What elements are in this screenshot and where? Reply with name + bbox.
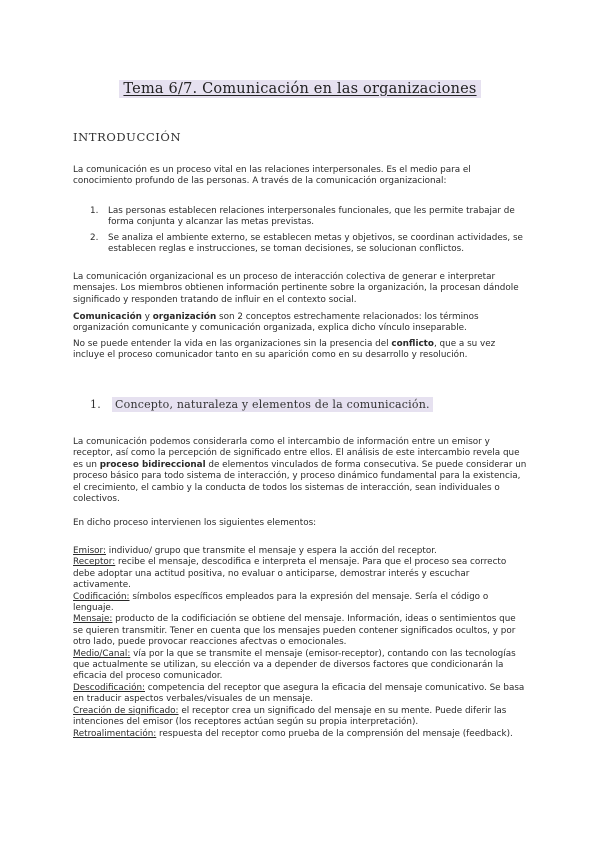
element-text: símbolos específicos empleados para la expresión del mensaje. Sería el código o lenguaje. <box>73 591 489 614</box>
element-text: producto de la codificiación se obtiene del mensaje. Información, ideas o sentimientos que se quieren transmitir. Tener en cuenta que los mensajes pueden contener significados ocultos, y por otro lado, puede provocar reacciones afectvas o emocionales. <box>73 614 516 648</box>
element-term: Retroalimentación: <box>73 728 157 739</box>
section-number: 1. <box>90 398 101 411</box>
element-term: Medio/Canal: <box>73 648 131 659</box>
text-run: de elementos vinculados de forma consecutiva. Se puede considerar un proceso básico para todo sistema de interacción, y proceso dinámico fundamental para la existencia, el crecimiento, el cambio y la conducta de todos los sistemas de interacción, sean individuales o colectivos. <box>73 459 527 505</box>
text-run: , que a su vez incluye el proceso comunicador tanto en su aparición como en su desarrollo y resolución. <box>73 339 496 361</box>
element-retroalimentacion <box>73 729 528 740</box>
page-title: Tema 6/7. Comunicación en las organizaciones <box>119 80 480 98</box>
element-creacion-significado <box>73 706 528 729</box>
element-emisor <box>73 546 528 557</box>
element-text: individuo/ grupo que transmite el mensaje y espera la acción del receptor. <box>105 546 437 556</box>
text-run: La comunicación podemos considerarla como el intercambio de información entre un emisor y receptor, así como la percepción de significado entre ellos. El análisis de este intercambio revela que es un <box>73 437 520 470</box>
bold-term: Comunicación <box>73 312 142 322</box>
list-item-text: Se analiza el ambiente externo, se establecen metas y objetivos, se coordinan actividades, se establecen reglas e instrucciones, se toman decisiones, se solucionan conflictos. <box>108 233 523 255</box>
text-run: No se puede entender la vida en las organizaciones sin la presencia del <box>73 339 392 349</box>
paragraph-elements-intro: En dicho proceso intervienen los siguientes elementos: <box>73 518 317 528</box>
element-term: Codificación: <box>73 591 130 602</box>
list-item-number: 2. <box>90 233 99 243</box>
intro-heading: INTRODUCCIÓN <box>73 130 182 144</box>
element-term: Descodificación: <box>73 682 145 693</box>
bold-term: proceso bidireccional <box>99 459 206 470</box>
element-term: Creación de significado: <box>73 705 179 716</box>
element-medio-canal <box>73 649 528 683</box>
element-text: competencia del receptor que asegura la eficacia del mensaje comunicativo. Se basa en traducir aspectos verbales/visuales de un mensaje. <box>73 682 525 705</box>
element-term: Mensaje: <box>73 614 113 625</box>
element-descodificacion <box>73 683 528 706</box>
section-title: Concepto, naturaleza y elementos de la comunicación. <box>112 397 433 412</box>
element-mensaje <box>73 614 528 648</box>
bold-term: organización <box>152 312 217 322</box>
element-term: Emisor: <box>73 546 106 556</box>
title-container <box>0 78 600 98</box>
element-text: respuesta del receptor como prueba de la comprensión del mensaje (feedback). <box>156 728 513 739</box>
element-text: el receptor crea un significado del mensaje en su mente. Puede diferir las intenciones del emisor (los receptores actúan según su propia interpretación). <box>73 705 507 728</box>
text-run: y <box>141 312 153 322</box>
list-item-number: 1. <box>90 206 99 216</box>
intro-paragraph: La comunicación es un proceso vital en las relaciones interpersonales. Es el medio para el conocimiento profundo de las personas. A través de la comunicación organizacional: <box>73 165 471 187</box>
text-run: son 2 conceptos estrechamente relacionados: los términos organización comunicante y comunicación organizada, explica dicho vínculo inseparable. <box>73 312 479 334</box>
element-text: vía por la que se transmite el mensaje (emisor-receptor), contando con las tecnologías que actualmente se utilizan, su elección va a depender de diversos factores que condicionarán la eficacia del proceso comunicador. <box>73 648 516 682</box>
element-term: Receptor: <box>73 557 116 568</box>
bold-term: conflicto <box>391 339 434 349</box>
section-heading <box>90 398 433 411</box>
paragraph-conflict <box>73 339 528 362</box>
paragraph-definition <box>73 437 528 505</box>
list-item-text: Las personas establecen relaciones interpersonales funcionales, que les permite trabajar de forma conjunta y alcanzar las metas previstas. <box>108 206 515 228</box>
elements-list <box>73 546 528 740</box>
paragraph-organizational: La comunicación organizacional es un proceso de interacción colectiva de generar e interpretar mensajes. Los miembros obtienen información pertinente sobre la organización, la procesan dándole significado y responden tratando de influir en el contexto social. <box>73 272 519 305</box>
element-receptor <box>73 557 528 591</box>
element-codificacion <box>73 592 528 615</box>
paragraph-concepts <box>73 312 528 335</box>
element-text: recibe el mensaje, descodifica e interpreta el mensaje. Para que el proceso sea correcto debe adoptar una actitud positiva, no evaluar o anticiparse, demostrar interés y escuchar activamente. <box>73 557 507 591</box>
